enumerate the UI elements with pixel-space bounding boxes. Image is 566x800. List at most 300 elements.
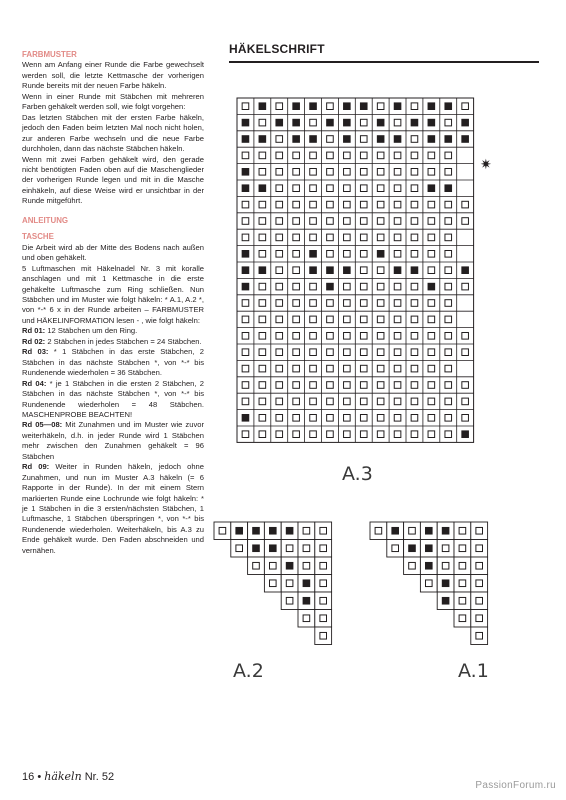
open-stitch: [242, 333, 249, 340]
open-stitch: [377, 333, 384, 340]
open-stitch: [377, 234, 384, 241]
open-stitch: [242, 152, 249, 159]
open-stitch: [310, 398, 317, 405]
filled-stitch: [444, 135, 452, 143]
filled-stitch: [242, 135, 250, 143]
open-stitch: [409, 562, 416, 569]
filled-stitch: [425, 544, 433, 552]
open-stitch: [411, 283, 418, 290]
open-stitch: [445, 382, 452, 389]
open-stitch: [394, 365, 401, 372]
open-stitch: [327, 103, 334, 110]
open-stitch: [360, 152, 367, 159]
open-stitch: [445, 415, 452, 422]
star-icon: ✷: [480, 156, 492, 172]
round-step: [22, 462, 204, 556]
open-stitch: [428, 398, 435, 405]
open-stitch: [428, 218, 435, 225]
open-stitch: [276, 316, 283, 323]
open-stitch: [310, 333, 317, 340]
open-stitch: [310, 283, 317, 290]
open-stitch: [344, 218, 351, 225]
filled-stitch: [309, 135, 317, 143]
filled-stitch: [391, 527, 399, 535]
open-stitch: [462, 283, 469, 290]
open-stitch: [411, 382, 418, 389]
open-stitch: [411, 431, 418, 438]
open-stitch: [360, 349, 367, 356]
chart-a3-grid: [236, 97, 480, 449]
open-stitch: [310, 431, 317, 438]
round-label: Rd 09:: [22, 462, 50, 472]
open-stitch: [377, 398, 384, 405]
filled-stitch: [242, 184, 250, 192]
filled-stitch: [377, 119, 385, 127]
open-stitch: [242, 103, 249, 110]
open-stitch: [310, 382, 317, 389]
open-stitch: [293, 365, 300, 372]
open-stitch: [476, 527, 483, 534]
open-stitch: [445, 349, 452, 356]
open-stitch: [259, 365, 266, 372]
open-stitch: [459, 597, 466, 604]
open-stitch: [276, 251, 283, 258]
filled-stitch: [394, 135, 402, 143]
filled-stitch: [242, 283, 250, 291]
filled-stitch: [242, 266, 250, 274]
open-stitch: [394, 185, 401, 192]
open-stitch: [476, 615, 483, 622]
open-stitch: [428, 169, 435, 176]
open-stitch: [270, 580, 277, 587]
open-stitch: [360, 251, 367, 258]
open-stitch: [411, 234, 418, 241]
filled-stitch: [259, 135, 267, 143]
open-stitch: [276, 365, 283, 372]
open-stitch: [242, 365, 249, 372]
open-stitch: [375, 527, 382, 534]
open-stitch: [394, 169, 401, 176]
open-stitch: [442, 545, 449, 552]
open-stitch: [310, 349, 317, 356]
filled-stitch: [343, 119, 351, 127]
open-stitch: [377, 152, 384, 159]
open-stitch: [428, 333, 435, 340]
open-stitch: [259, 169, 266, 176]
page-number: 16: [22, 771, 35, 783]
open-stitch: [445, 201, 452, 208]
open-stitch: [360, 415, 367, 422]
open-stitch: [344, 398, 351, 405]
open-stitch: [428, 349, 435, 356]
round-step: [22, 326, 204, 336]
filled-stitch: [292, 119, 300, 127]
filled-stitch: [303, 597, 311, 605]
watermark: PassionForum.ru: [475, 780, 556, 791]
round-text: * 1 Stäbchen in das erste Stäbchen, 2 Stäbchen in das nächste Stäbchen *, von *-* bis Rundenende wiederholen = 36 Stäbchen.: [22, 347, 204, 378]
filled-stitch: [292, 135, 300, 143]
open-stitch: [445, 300, 452, 307]
open-stitch: [344, 382, 351, 389]
open-stitch: [462, 398, 469, 405]
filled-stitch: [309, 266, 317, 274]
open-stitch: [276, 185, 283, 192]
open-stitch: [360, 169, 367, 176]
open-stitch: [259, 316, 266, 323]
round-text: Mit Zunahmen und im Muster wie zuvor weiterhäkeln, d.h. in jeder Runde wird 1 Stäbchen mehr zwischen den Zunahmen gehäkelt = 96 Stäbchen: [22, 420, 204, 461]
open-stitch: [344, 185, 351, 192]
open-stitch: [462, 218, 469, 225]
open-stitch: [394, 283, 401, 290]
open-stitch: [303, 615, 310, 622]
open-stitch: [377, 103, 384, 110]
open-stitch: [462, 201, 469, 208]
open-stitch: [293, 398, 300, 405]
open-stitch: [428, 251, 435, 258]
open-stitch: [293, 283, 300, 290]
open-stitch: [293, 333, 300, 340]
round-step: [22, 337, 204, 347]
filled-stitch: [444, 102, 452, 110]
filled-stitch: [343, 135, 351, 143]
open-stitch: [411, 398, 418, 405]
chart-a1-label: A.1: [458, 660, 489, 682]
filled-stitch: [377, 135, 385, 143]
open-stitch: [344, 234, 351, 241]
open-stitch: [293, 185, 300, 192]
filled-stitch: [394, 266, 402, 274]
open-stitch: [310, 152, 317, 159]
open-stitch: [276, 218, 283, 225]
open-stitch: [286, 580, 293, 587]
open-stitch: [276, 431, 283, 438]
issue-number: Nr. 52: [84, 771, 115, 783]
open-stitch: [320, 632, 327, 639]
open-stitch: [377, 300, 384, 307]
open-stitch: [445, 218, 452, 225]
filled-stitch: [428, 119, 436, 127]
round-text: * je 1 Stäbchen in die ersten 2 Stäbchen, 2 Stäbchen in das nächste Stäbchen *, von *-* bis Rundenende wiederholen = 48 Stäbchen. MASCHENPROBE BEACHTEN!: [22, 378, 204, 419]
open-stitch: [344, 431, 351, 438]
open-stitch: [360, 333, 367, 340]
open-stitch: [445, 283, 452, 290]
open-stitch: [293, 152, 300, 159]
chart-heading: [229, 42, 539, 63]
open-stitch: [428, 431, 435, 438]
open-stitch: [360, 398, 367, 405]
open-stitch: [394, 316, 401, 323]
open-stitch: [377, 169, 384, 176]
open-stitch: [320, 527, 327, 534]
open-stitch: [462, 333, 469, 340]
open-stitch: [360, 185, 367, 192]
open-stitch: [259, 201, 266, 208]
open-stitch: [344, 152, 351, 159]
open-stitch: [377, 431, 384, 438]
open-stitch: [428, 365, 435, 372]
chart-a1-grid: [369, 521, 491, 645]
open-stitch: [360, 267, 367, 274]
open-stitch: [327, 382, 334, 389]
open-stitch: [259, 415, 266, 422]
open-stitch: [242, 201, 249, 208]
open-stitch: [259, 431, 266, 438]
open-stitch: [293, 201, 300, 208]
open-stitch: [377, 267, 384, 274]
open-stitch: [377, 185, 384, 192]
open-stitch: [377, 349, 384, 356]
open-stitch: [293, 382, 300, 389]
open-stitch: [428, 152, 435, 159]
open-stitch: [259, 349, 266, 356]
open-stitch: [344, 365, 351, 372]
open-stitch: [462, 103, 469, 110]
round-text: 2 Stäbchen in jedes Stäbchen = 24 Stäbchen.: [45, 336, 202, 346]
open-stitch: [462, 349, 469, 356]
filled-stitch: [461, 119, 469, 127]
open-stitch: [253, 562, 260, 569]
open-stitch: [327, 333, 334, 340]
open-stitch: [310, 365, 317, 372]
open-stitch: [276, 234, 283, 241]
open-stitch: [445, 267, 452, 274]
open-stitch: [411, 136, 418, 143]
open-stitch: [428, 382, 435, 389]
round-step: [22, 347, 204, 378]
round-label: Rd 04:: [22, 378, 47, 388]
open-stitch: [276, 169, 283, 176]
open-stitch: [411, 251, 418, 258]
open-stitch: [394, 431, 401, 438]
open-stitch: [327, 300, 334, 307]
open-stitch: [259, 218, 266, 225]
open-stitch: [276, 398, 283, 405]
open-stitch: [459, 527, 466, 534]
open-stitch: [293, 267, 300, 274]
open-stitch: [394, 119, 401, 126]
filled-stitch: [343, 266, 351, 274]
section-title-farbmuster: FARBMUSTER: [22, 50, 77, 59]
paragraph: Wenn mit zwei Farben gehäkelt wird, den gerade nicht benötigten Faden oben auf die Maschenglieder der vorherigen Runde legen und mit in die Masche einhäkeln, auf diese Weise wird er unsichtbar in der Runde mitgeführt.: [22, 154, 204, 206]
open-stitch: [428, 234, 435, 241]
open-stitch: [344, 300, 351, 307]
open-stitch: [411, 365, 418, 372]
open-stitch: [394, 218, 401, 225]
open-stitch: [409, 527, 416, 534]
open-stitch: [394, 152, 401, 159]
open-stitch: [411, 201, 418, 208]
open-stitch: [411, 349, 418, 356]
open-stitch: [394, 251, 401, 258]
filled-stitch: [425, 562, 433, 570]
filled-stitch: [425, 527, 433, 535]
open-stitch: [344, 169, 351, 176]
section-title-tasche: TASCHE: [22, 232, 54, 242]
open-stitch: [286, 597, 293, 604]
open-stitch: [377, 201, 384, 208]
open-stitch: [377, 415, 384, 422]
open-stitch: [276, 300, 283, 307]
chart-a3-label: A.3: [342, 463, 373, 485]
round-label: Rd 01:: [22, 326, 46, 336]
filled-stitch: [428, 283, 436, 291]
open-stitch: [327, 349, 334, 356]
paragraph: Wenn am Anfang einer Runde die Farbe gewechselt werden soll, die letzte Kettmasche der vorherigen Runde bereits mit der neuen Farbe häkeln.: [22, 60, 204, 91]
open-stitch: [377, 283, 384, 290]
open-stitch: [360, 283, 367, 290]
open-stitch: [276, 267, 283, 274]
open-stitch: [411, 300, 418, 307]
open-stitch: [327, 234, 334, 241]
open-stitch: [242, 349, 249, 356]
open-stitch: [445, 234, 452, 241]
open-stitch: [259, 119, 266, 126]
open-stitch: [242, 218, 249, 225]
open-stitch: [276, 136, 283, 143]
open-stitch: [394, 201, 401, 208]
magazine-name: häkeln: [44, 770, 82, 783]
filled-stitch: [286, 562, 294, 570]
open-stitch: [320, 545, 327, 552]
filled-stitch: [235, 527, 243, 535]
open-stitch: [360, 234, 367, 241]
chart-a2-grid: [213, 521, 335, 645]
open-stitch: [293, 300, 300, 307]
filled-stitch: [242, 414, 250, 422]
open-stitch: [445, 316, 452, 323]
open-stitch: [476, 632, 483, 639]
open-stitch: [242, 398, 249, 405]
footer-bullet: •: [37, 771, 42, 783]
open-stitch: [327, 185, 334, 192]
open-stitch: [293, 251, 300, 258]
open-stitch: [276, 283, 283, 290]
section-title-anleitung: ANLEITUNG: [22, 215, 69, 225]
open-stitch: [276, 382, 283, 389]
open-stitch: [344, 201, 351, 208]
open-stitch: [462, 415, 469, 422]
open-stitch: [276, 349, 283, 356]
filled-stitch: [286, 527, 294, 535]
round-label: Rd 02:: [22, 336, 46, 346]
open-stitch: [411, 185, 418, 192]
open-stitch: [242, 234, 249, 241]
divider: [229, 61, 539, 63]
open-stitch: [411, 333, 418, 340]
round-label: Rd 03:: [22, 347, 49, 357]
open-stitch: [360, 316, 367, 323]
instructions-column: [22, 50, 204, 556]
open-stitch: [411, 316, 418, 323]
open-stitch: [394, 333, 401, 340]
open-stitch: [411, 218, 418, 225]
open-stitch: [219, 527, 226, 534]
open-stitch: [394, 398, 401, 405]
filled-stitch: [309, 250, 317, 258]
open-stitch: [320, 597, 327, 604]
open-stitch: [445, 119, 452, 126]
open-stitch: [394, 300, 401, 307]
open-stitch: [360, 365, 367, 372]
open-stitch: [459, 545, 466, 552]
filled-stitch: [259, 184, 267, 192]
paragraph: Die Arbeit wird ab der Mitte des Bodens nach außen und oben gehäkelt.: [22, 242, 204, 263]
open-stitch: [310, 415, 317, 422]
open-stitch: [320, 562, 327, 569]
open-stitch: [392, 545, 399, 552]
paragraph: Wenn in einer Runde mit Stäbchen mit mehreren Farben gehäkelt werden soll, wie folgt vorgehen:: [22, 91, 204, 112]
open-stitch: [360, 136, 367, 143]
open-stitch: [344, 349, 351, 356]
filled-stitch: [360, 102, 368, 110]
round-text: Weiter in Runden häkeln, jedoch ohne Zunahmen, und nun im Muster A.3 häkeln (= 6 Rapporte in der Runde). In der mit einem Stern markierten Runde eine Lochrunde wie folgt häkeln: * je 1 Stäbchen in die 3 ersten/nächsten Stäbchen, 1 Luftmasche, 1 Stäbchen überspringen *, von *-* bis Rundenende wiederholen. Weiterhäkeln, bis A.3 zu Ende gehäkelt wurde. Den Faden abschneiden und vernähen.: [22, 462, 204, 555]
open-stitch: [293, 234, 300, 241]
open-stitch: [293, 349, 300, 356]
open-stitch: [293, 415, 300, 422]
filled-stitch: [292, 102, 300, 110]
filled-stitch: [242, 250, 250, 258]
open-stitch: [360, 119, 367, 126]
open-stitch: [310, 201, 317, 208]
open-stitch: [428, 415, 435, 422]
round-step: [22, 420, 204, 462]
open-stitch: [327, 415, 334, 422]
open-stitch: [476, 580, 483, 587]
open-stitch: [476, 562, 483, 569]
filled-stitch: [242, 168, 250, 176]
open-stitch: [327, 365, 334, 372]
open-stitch: [442, 562, 449, 569]
open-stitch: [445, 251, 452, 258]
open-stitch: [327, 218, 334, 225]
open-stitch: [276, 103, 283, 110]
open-stitch: [344, 415, 351, 422]
open-stitch: [320, 580, 327, 587]
open-stitch: [394, 382, 401, 389]
open-stitch: [462, 382, 469, 389]
filled-stitch: [259, 102, 267, 110]
open-stitch: [320, 615, 327, 622]
open-stitch: [310, 234, 317, 241]
open-stitch: [259, 300, 266, 307]
filled-stitch: [411, 119, 419, 127]
filled-stitch: [252, 527, 260, 535]
open-stitch: [344, 251, 351, 258]
open-stitch: [327, 398, 334, 405]
open-stitch: [310, 300, 317, 307]
open-stitch: [327, 201, 334, 208]
open-stitch: [327, 152, 334, 159]
filled-stitch: [444, 184, 452, 192]
open-stitch: [293, 316, 300, 323]
open-stitch: [360, 218, 367, 225]
open-stitch: [426, 580, 433, 587]
open-stitch: [377, 382, 384, 389]
round-step: [22, 379, 204, 421]
open-stitch: [411, 169, 418, 176]
open-stitch: [259, 251, 266, 258]
filled-stitch: [259, 266, 267, 274]
open-stitch: [303, 527, 310, 534]
open-stitch: [360, 382, 367, 389]
round-text: 12 Stäbchen um den Ring.: [45, 326, 138, 336]
filled-stitch: [242, 119, 250, 127]
open-stitch: [293, 169, 300, 176]
open-stitch: [293, 431, 300, 438]
open-stitch: [303, 562, 310, 569]
open-stitch: [476, 545, 483, 552]
open-stitch: [411, 103, 418, 110]
